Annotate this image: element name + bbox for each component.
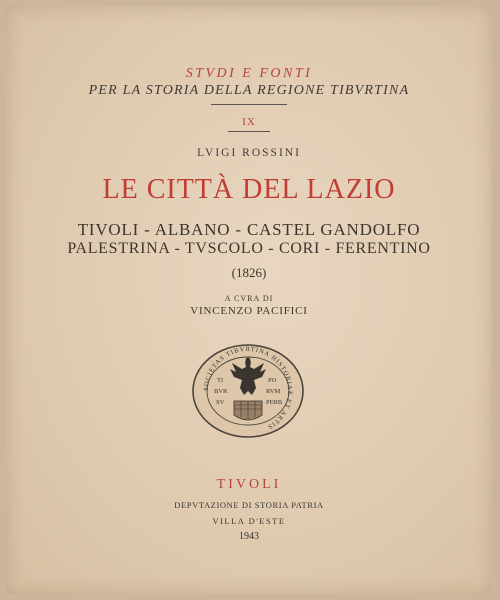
seal-field-right-2: RVM [266, 388, 281, 395]
publisher-city: TIVOLI [216, 477, 282, 492]
editor-prefix: A CVRA DI [224, 294, 274, 303]
seal-ring-text: SOCIETAS TIBVRTINA HISTORIAE ET ARTIS [202, 345, 294, 431]
seal-field-right-3: PERB [266, 399, 283, 406]
tower-shield-icon [234, 401, 262, 420]
volume-divider [228, 131, 270, 132]
series-subtitle: PER LA STORIA DELLA REGIONE TIBVRTINA [88, 83, 410, 98]
original-year: (1826) [231, 265, 267, 280]
seal-field-left-1: TI [217, 377, 224, 384]
seal-field-left-3: SV [216, 399, 225, 406]
society-seal-emblem [190, 341, 306, 441]
seal-field-right-1: PO [268, 377, 277, 384]
book-subtitle-line2: PALESTRINA - TVSCOLO - CORI - FERENTINO [67, 240, 431, 257]
publisher-name: DEPVTAZIONE DI STORIA PATRIA [174, 500, 324, 510]
seal-field-left-2: BVR [214, 388, 228, 395]
author-name: LVIGI ROSSINI [197, 147, 301, 159]
book-title: LE CITTÀ DEL LAZIO [102, 174, 396, 205]
editor-name: VINCENZO PACIFICI [190, 305, 308, 317]
book-subtitle-line1: TIVOLI - ALBANO - CASTEL GANDOLFO [77, 220, 421, 239]
volume-number: IX [242, 116, 256, 128]
series-divider [211, 104, 287, 105]
publisher-place: VILLA D'ESTE [212, 516, 286, 526]
publication-year: 1943 [239, 531, 259, 542]
series-title: STVDI E FONTI [185, 66, 313, 81]
book-cover [6, 6, 492, 594]
